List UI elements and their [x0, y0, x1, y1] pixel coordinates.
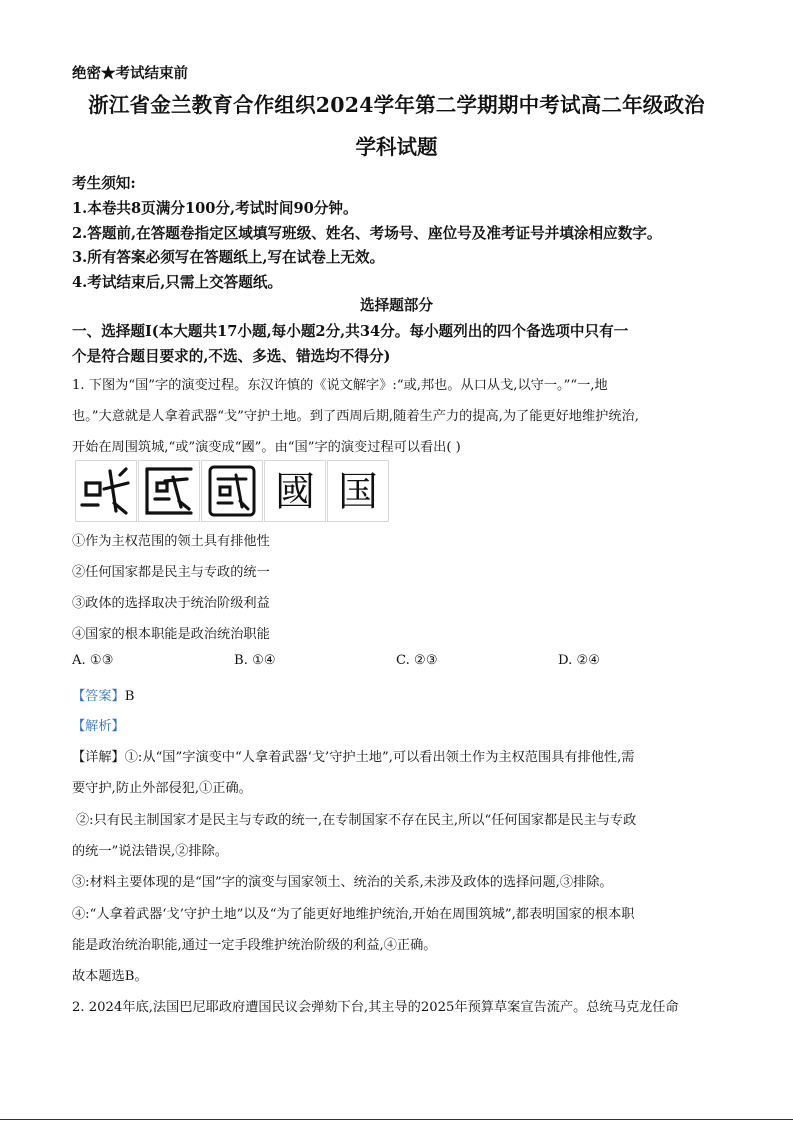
- q1-detail-line: 的统一”说法错误,②排除。: [72, 844, 228, 859]
- section-heading-line2: 个是符合题目要求的,不选、多选、错选均不得分): [72, 348, 391, 365]
- q1-detail-line: ③:材料主要体现的是“国”字的演变与国家领土、统治的关系,未涉及政体的选择问题,③排除。: [72, 875, 613, 890]
- analysis-label: 【解析】: [72, 719, 125, 734]
- glyph-huo-oracle: [75, 460, 137, 522]
- q1-detail-line: ②:只有民主制国家才是民主与专政的统一,在专制国家不存在民主,所以“任何国家都是民主与专政: [76, 813, 637, 828]
- q1-detail-line: 故本题选B。: [72, 969, 148, 984]
- q1-statement: ①作为主权范围的领土具有排他性: [72, 534, 270, 549]
- glyph-guo-seal: [201, 460, 263, 522]
- glyph-guo-simplified: [327, 460, 389, 522]
- q1-detail-line: 要守护,防止外部侵犯,①正确。: [72, 781, 252, 796]
- q1-statement: ②任何国家都是民主与专政的统一: [72, 565, 270, 580]
- q1-option-c: C. ②③: [396, 653, 438, 668]
- glyph-guo-traditional: [264, 460, 326, 522]
- exam-title-line1: 浙江省金兰教育合作组织2024学年第二学期期中考试高二年级政治: [88, 93, 705, 117]
- notice-item: 1.本卷共8页满分100分,考试时间90分钟。: [72, 200, 358, 217]
- ancient-character-icon: [202, 461, 262, 521]
- section-title: 选择题部分: [360, 297, 433, 314]
- notice-heading: 考生须知:: [72, 175, 136, 192]
- secret-mark: 绝密★考试结束前: [72, 65, 188, 82]
- svg-text:國: 國: [275, 469, 315, 515]
- page-bottom-rule: [0, 1119, 793, 1120]
- notice-item: 4.考试结束后,只需上交答题纸。: [72, 274, 283, 291]
- q1-detail-line: 【详解】①:从“国”字演变中“人拿着武器‘戈’守护土地”,可以看出领土作为主权范围具有排他性,需: [72, 750, 635, 765]
- ancient-character-icon: [139, 461, 199, 521]
- notice-item: 2.答题前,在答题卷指定区域填写班级、姓名、考场号、座位号及准考证号并填涂相应数字。: [72, 225, 662, 242]
- answer-value: B: [124, 689, 135, 704]
- exam-title-line2: 学科试题: [355, 135, 438, 159]
- q2-stem-line: 2. 2024年底,法国巴尼耶政府遭国民议会弹劾下台,其主导的2025年预算草案宣告流产。总统马克龙任命: [72, 1000, 679, 1015]
- answer-label: 【答案】: [72, 689, 125, 704]
- q1-stem-line: 开始在周围筑城,“或”演变成“國”。由“国”字的演变过程可以看出( ): [72, 440, 461, 455]
- notice-item: 3.所有答案必须写在答题纸上,写在试卷上无效。: [72, 249, 385, 266]
- q1-statement: ④国家的根本职能是政治统治职能: [72, 627, 270, 642]
- svg-text:国: 国: [338, 469, 378, 515]
- q1-detail-line: ④:“人拿着武器‘戈’守护土地”以及“为了能更好地维护统治,开始在周围筑城”,都表明国家的根本职: [72, 907, 635, 922]
- q1-statement: ③政体的选择取决于统治阶级利益: [72, 596, 270, 611]
- section-heading-line1: 一、选择题Ⅰ(本大题共17小题,每小题2分,共34分。每小题列出的四个备选项中只有一: [72, 323, 629, 340]
- q1-detail-line: 能是政治统治职能,通过一定手段维护统治阶级的利益,④正确。: [72, 938, 437, 953]
- q1-option-a: A. ①③: [72, 653, 114, 668]
- q1-answer: [72, 685, 134, 704]
- q1-option-d: D. ②④: [558, 653, 601, 668]
- q1-stem-line: 1. 下图为“国”字的演变过程。东汉许慎的《说文解字》:“或,邦也。从口从戈,以守一。”“一,地: [72, 378, 608, 393]
- ancient-character-icon: [76, 461, 136, 521]
- q1-option-b: B. ①④: [234, 653, 276, 668]
- glyph-guo-bronze: [138, 460, 200, 522]
- q1-stem-line: 也。”大意就是人拿着武器“戈”守护土地。到了西周后期,随着生产力的提高,为了能更好地维护统治,: [72, 409, 639, 424]
